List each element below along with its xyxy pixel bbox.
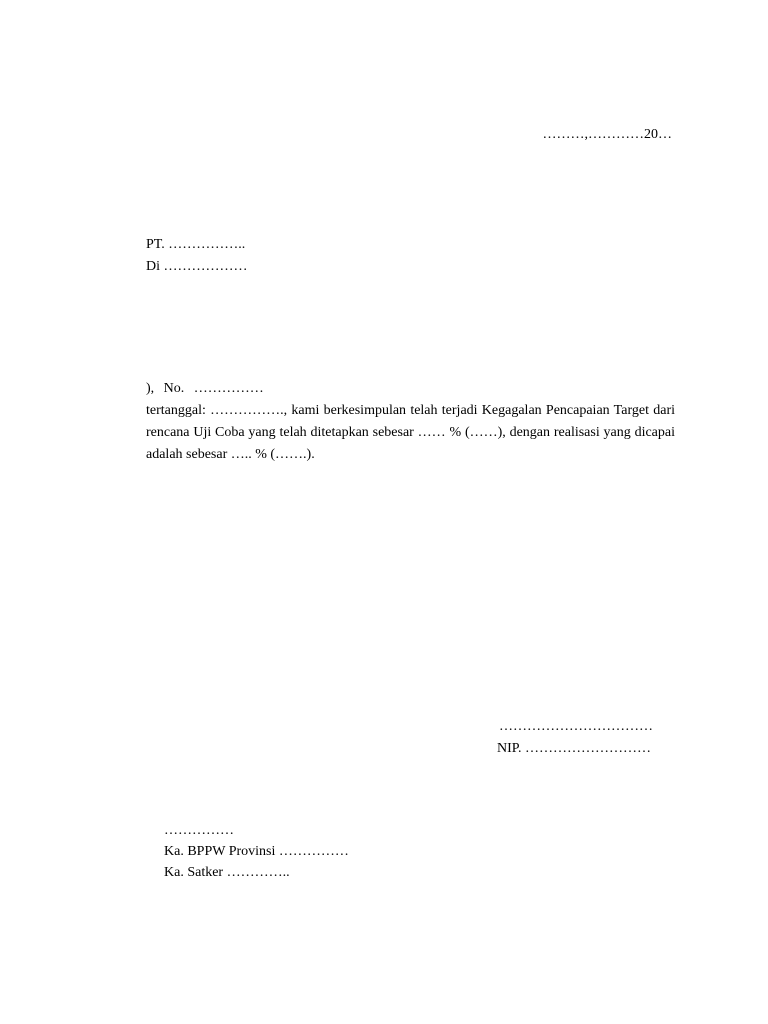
recipient-location: Di ………………	[146, 259, 248, 274]
cc-line-2: Ka. BPPW Provinsi ……………	[164, 844, 349, 859]
body-first-line: ), No. ……………	[146, 381, 264, 396]
body-paragraph	[146, 378, 675, 466]
cc-line-1: ……………	[164, 823, 234, 838]
date-line: ………,…………20…	[542, 127, 672, 142]
cc-line-3: Ka. Satker …………..	[164, 865, 290, 880]
signature-name: ……………………………	[499, 719, 653, 734]
cc-block	[164, 820, 349, 883]
recipient-company: PT. ……………..	[146, 237, 246, 252]
recipient-block	[146, 234, 248, 278]
signature-block	[497, 716, 653, 760]
body-text: tertanggal: ……………., kami berkesimpulan telah terjadi Kegagalan Pencapaian Target dari rencana Uji Coba yang telah ditetapkan sebesar …… % (……), dengan realisasi yang dicapai adalah sebesar ….. % (…….).	[146, 403, 675, 462]
signature-nip: NIP. ………………………	[497, 741, 652, 756]
